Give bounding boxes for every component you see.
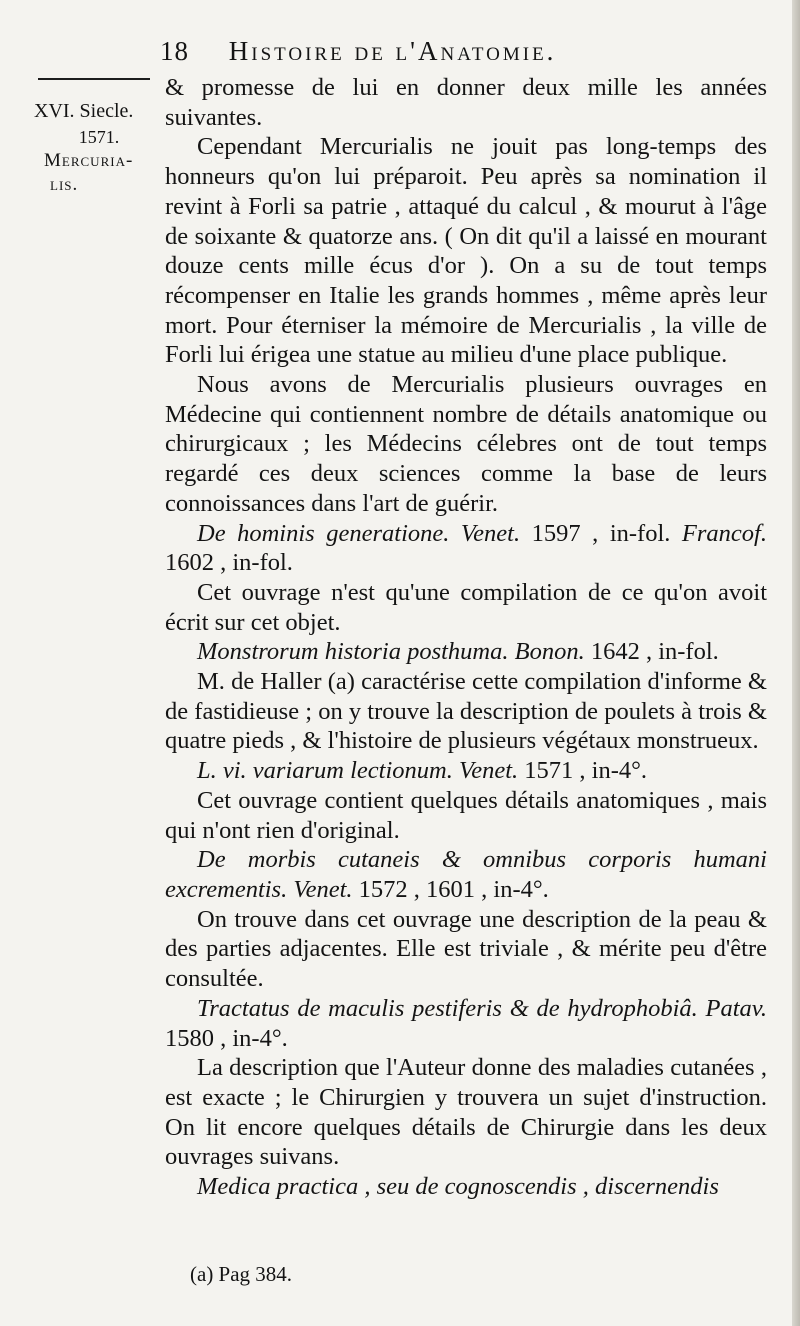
text-run: Nous avons de Mercurialis plusieurs ouvrages en Médecine qui contiennent nombre de détails anatomique ou chirurgicaux ; les Médecins célebres ont de tout temps regardé ces deux sciences comme la base de leurs connoissances dans l'art de guérir. — [165, 371, 767, 517]
paragraph — [165, 73, 767, 132]
paragraph — [165, 519, 767, 578]
margin-note-name: Mercuria- — [44, 150, 134, 171]
paragraph — [165, 905, 767, 994]
text-run: 1572 , 1601 , in-4°. — [352, 875, 549, 903]
margin-note-year: 1571. — [78, 127, 120, 147]
paragraph — [165, 1053, 767, 1172]
text-run: 1580 , in-4°. — [165, 1024, 288, 1052]
text-run: 1597 , in-fol. — [520, 519, 682, 547]
text-run: & promesse de lui en donner deux mille les années suivantes. — [165, 74, 767, 131]
paragraph — [165, 370, 767, 519]
paragraph — [165, 578, 767, 637]
text-run: 1642 , in-fol. — [584, 638, 719, 666]
footnote: (a) Pag 384. — [190, 1262, 293, 1286]
paragraph — [165, 756, 767, 786]
margin-note-name-cont: lis. — [50, 174, 79, 195]
body-text — [165, 73, 767, 1202]
paragraph — [165, 994, 767, 1053]
text-run: Cependant Mercurialis ne jouit pas long-temps des honneurs qu'on lui préparoit. Peu après sa nomination il revint à Forli sa patrie , attaqué du calcul , & mourut à l'âge de soixante & quatorze ans. ( On dit qu'il a laissé en mourant douze cents mille écus d'or ). On a su de tout temps récompenser en Italie les grands hommes , même après leur mort. Pour éterniser la mémoire de Mercurialis , la ville de Forli lui érigea une statue au milieu d'une place publique. — [165, 133, 767, 369]
paragraph — [165, 786, 767, 845]
italic-title: De hominis generatione. Venet. — [197, 519, 521, 547]
italic-title: De morbis cutaneis & omnibus corporis humani excrementis. Venet. — [165, 846, 767, 903]
header-rule — [38, 78, 150, 80]
paragraph — [165, 845, 767, 904]
text-run: M. de Haller (a) caractérise cette compilation d'informe & de fastidieuse ; on y trouve la description de poulets à trois & quatre pieds , & l'histoire de plusieurs végétaux monstrueux. — [165, 668, 767, 755]
paragraph — [165, 132, 767, 370]
page-edge-shadow — [792, 0, 800, 1326]
page-number: 18 — [160, 36, 189, 66]
text-run: 1602 , in-fol. — [165, 549, 293, 577]
paragraph — [165, 1172, 767, 1202]
text-run: 1571 , in-4°. — [518, 757, 648, 785]
italic-title: Tractatus de maculis pestiferis & de hydrophobiâ. Patav. — [197, 994, 767, 1022]
text-run: Cet ouvrage n'est qu'une compilation de ce qu'on avoit écrit sur cet objet. — [165, 578, 767, 636]
italic-title: Medica practica , seu de cognoscendis , discernendis — [197, 1173, 719, 1201]
italic-title: Francof. — [681, 519, 767, 547]
text-run: On trouve dans cet ouvrage une description de la peau & des parties adjacentes. Elle est triviale , & mérite peu d'être consultée. — [165, 905, 767, 993]
italic-title: L. vi. variarum lectionum. Venet. — [197, 757, 519, 785]
text-run: La description que l'Auteur donne des maladies cutanées , est exacte ; le Chirurgien y trouvera un sujet d'instruction. On lit encore quelques détails de Chirurgie dans les deux ouvrages suivans. — [165, 1054, 767, 1171]
paragraph — [165, 637, 767, 667]
running-header — [160, 36, 780, 67]
text-run: Cet ouvrage contient quelques détails anatomiques , mais qui n'ont rien d'original. — [165, 786, 767, 844]
paragraph — [165, 667, 767, 756]
running-title: Histoire de l'Anatomie. — [228, 36, 557, 66]
italic-title: Monstrorum historia posthuma. Bonon. — [197, 638, 585, 666]
margin-note-century: XVI. Siecle. — [34, 100, 134, 122]
